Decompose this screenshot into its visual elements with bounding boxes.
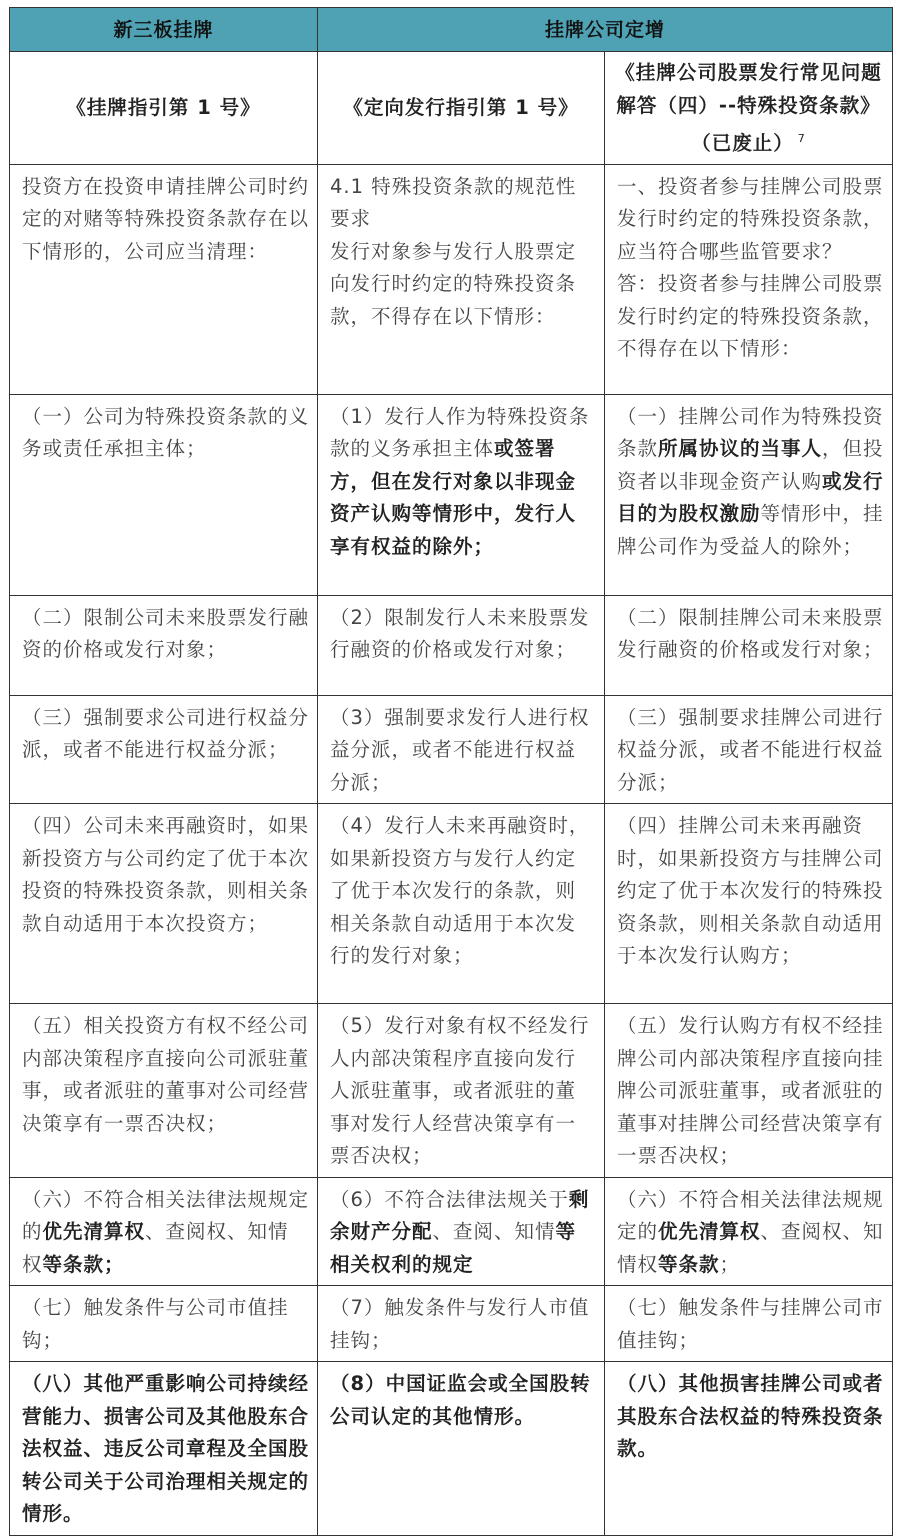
table-row	[10, 1177, 893, 1286]
cell-text-bold: 或签署方，但在发行对象以非现金资产认购等情形中，发行人享有权益的除外；	[330, 437, 577, 558]
cell-text: 、查阅、知情	[432, 1220, 556, 1243]
table-row	[10, 595, 893, 695]
table-row	[10, 1362, 893, 1536]
cell-text: ，但投资者以非现金资产认购	[617, 437, 884, 493]
table-row	[10, 695, 893, 804]
cell-col2: （7）触发条件与发行人市值挂钩；	[318, 1286, 605, 1362]
cell-col1: （三）强制要求公司进行权益分派，或者不能进行权益分派；	[10, 695, 318, 804]
cell-text-bold: 优先清算权	[658, 1220, 761, 1243]
cell-col1: （四）公司未来再融资时，如果新投资方与公司约定了优于本次投资的特殊投资条款，则相关条款自动适用于本次投资方；	[10, 804, 318, 1004]
cell-col3: （四）挂牌公司未来再融资时，如果新投资方与挂牌公司约定了优于本次发行的特殊投资条款，则相关条款自动适用于本次发行认购方；	[605, 804, 893, 1004]
cell-text: （六）不符合相关法律法规规定的	[22, 1187, 310, 1243]
cell-text-bold: 等相关权利的规定	[330, 1220, 577, 1276]
cell-col1: （八）其他严重影响公司持续经营能力、损害公司及其他股东合法权益、违反公司章程及全国股转公司关于公司治理相关规定的情形。	[10, 1362, 318, 1536]
cell-text: ；	[719, 1252, 741, 1276]
comparison-table	[9, 7, 893, 1536]
cell-text: 、查阅权、知情权	[617, 1220, 884, 1276]
cell-text: （6）不符合法律法规关于	[330, 1187, 569, 1211]
table-row	[10, 1004, 893, 1178]
cell-col3: 一、投资者参与挂牌公司股票发行时约定的特殊投资条款，应当符合哪些监管要求？ 答：投资者参与挂牌公司股票发行时约定的特殊投资条款，不得存在以下情形：	[605, 164, 893, 394]
cell-col2: （5）发行对象有权不经发行人内部决策程序直接向发行人派驻董事，或者派驻的董事对发行人经营决策享有一票否决权；	[318, 1004, 605, 1178]
cell-col2	[318, 394, 605, 595]
cell-text-bold: 等条款	[658, 1252, 720, 1276]
subheader-col3	[605, 52, 893, 165]
cell-col3: （八）其他损害挂牌公司或者其股东合法权益的特殊投资条款。	[605, 1362, 893, 1536]
subheader-col3-text: 《挂牌公司股票发行常见问题解答（四）--特殊投资条款》（已废止）	[615, 61, 882, 155]
cell-col2: （2）限制发行人未来股票发行融资的价格或发行对象；	[318, 595, 605, 695]
cell-col1: （七）触发条件与公司市值挂钩；	[10, 1286, 318, 1362]
cell-col1: 投资方在投资申请挂牌公司时约定的对赌等特殊投资条款存在以下情形的，公司应当清理：	[10, 164, 318, 394]
footnote-marker: 7	[797, 132, 806, 145]
header-row	[10, 8, 893, 52]
cell-col2: （3）强制要求发行人进行权益分派，或者不能进行权益分派；	[318, 695, 605, 804]
cell-text: （一）挂牌公司作为特殊投资条款	[617, 404, 884, 460]
cell-text: 等情形中，挂牌公司作为受益人的除外；	[617, 502, 884, 558]
table-row	[10, 164, 893, 394]
subheader-row	[10, 52, 893, 165]
table-row	[10, 394, 893, 595]
header-new-third-board: 新三板挂牌	[10, 8, 318, 52]
subheader-col2: 《定向发行指引第 1 号》	[318, 52, 605, 165]
cell-col2: （8）中国证监会或全国股转公司认定的其他情形。	[318, 1362, 605, 1536]
cell-col2: 4.1 特殊投资条款的规范性要求 发行对象参与发行人股票定向发行时约定的特殊投资条款，不得存在以下情形：	[318, 164, 605, 394]
cell-col3: （三）强制要求挂牌公司进行权益分派，或者不能进行权益分派；	[605, 695, 893, 804]
cell-text-bold: 所属协议的当事人	[658, 437, 823, 460]
cell-text-bold: 等条款；	[42, 1252, 125, 1276]
cell-text: （六）不符合相关法律法规规定的	[617, 1187, 884, 1243]
cell-col2	[318, 1177, 605, 1286]
cell-col3: （七）触发条件与挂牌公司市值挂钩；	[605, 1286, 893, 1362]
cell-col1: （二）限制公司未来股票发行融资的价格或发行对象；	[10, 595, 318, 695]
header-listed-company-placement: 挂牌公司定增	[318, 8, 893, 52]
cell-col3: （二）限制挂牌公司未来股票发行融资的价格或发行对象；	[605, 595, 893, 695]
cell-col1: （五）相关投资方有权不经公司内部决策程序直接向公司派驻董事，或者派驻的董事对公司经营决策享有一票否决权；	[10, 1004, 318, 1178]
cell-col1	[10, 1177, 318, 1286]
cell-text-bold: 优先清算权	[42, 1220, 146, 1243]
cell-col1: （一）公司为特殊投资条款的义务或责任承担主体；	[10, 394, 318, 595]
subheader-col1: 《挂牌指引第 1 号》	[10, 52, 318, 165]
cell-text: 、查阅权、知情权	[22, 1220, 289, 1276]
cell-text-bold: 或发行目的为股权激励	[617, 469, 884, 525]
table-row	[10, 1286, 893, 1362]
cell-col3	[605, 394, 893, 595]
cell-text-bold: 剩余财产分配	[330, 1187, 590, 1243]
cell-text: （1）发行人作为特殊投资条款的义务承担主体	[330, 404, 590, 460]
cell-col3	[605, 1177, 893, 1286]
table-row	[10, 804, 893, 1004]
cell-col2: （4）发行人未来再融资时，如果新投资方与发行人约定了优于本次发行的条款，则相关条款自动适用于本次发行的发行对象；	[318, 804, 605, 1004]
cell-col3: （五）发行认购方有权不经挂牌公司内部决策程序直接向挂牌公司派驻董事，或者派驻的董事对挂牌公司经营决策享有一票否决权；	[605, 1004, 893, 1178]
